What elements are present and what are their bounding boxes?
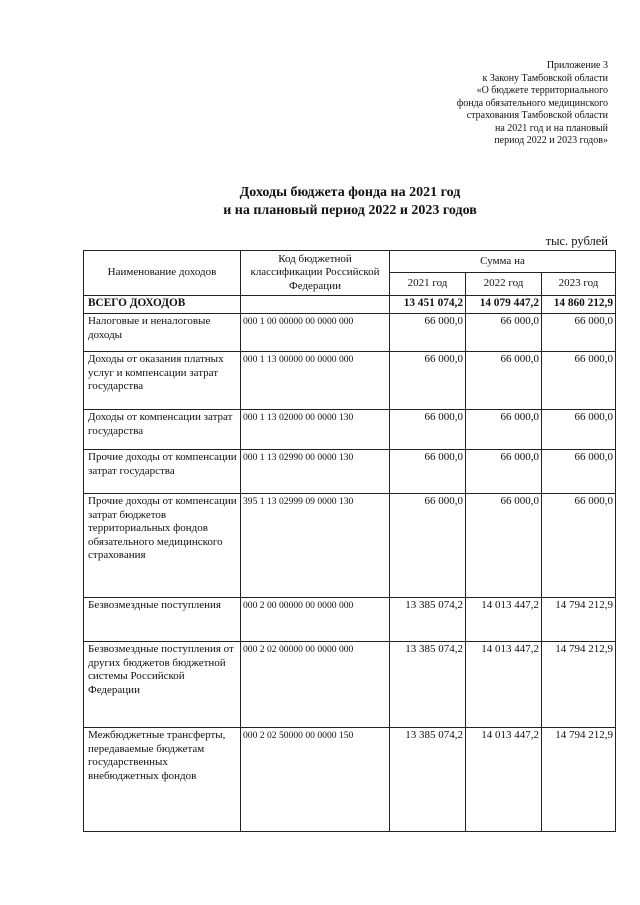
header-code: Код бюджетной классификации Российской Федерации	[241, 251, 390, 296]
row-value-2022: 66 000,0	[466, 314, 542, 352]
row-value-2023: 14 794 212,9	[542, 598, 616, 642]
table-row	[84, 598, 616, 642]
annex-line: на 2021 год и на плановый	[494, 122, 608, 134]
row-value-2021: 13 385 074,2	[390, 598, 466, 642]
row-code: 000 2 02 50000 00 0000 150	[241, 728, 390, 832]
row-value-2023: 66 000,0	[542, 314, 616, 352]
row-value-2022: 66 000,0	[466, 410, 542, 450]
table-row	[84, 314, 616, 352]
table-row	[84, 728, 616, 832]
header-year-2023: 2023 год	[542, 273, 616, 296]
annex-line: фонда обязательного медицинского	[456, 97, 608, 109]
row-value-2023: 66 000,0	[542, 352, 616, 410]
row-value-2022: 14 013 447,2	[466, 598, 542, 642]
total-row	[84, 296, 616, 314]
row-value-2021: 66 000,0	[390, 494, 466, 598]
row-value-2022: 66 000,0	[466, 450, 542, 494]
title-line-2: и на плановый период 2022 и 2023 годов	[223, 203, 477, 218]
row-value-2022: 14 013 447,2	[466, 642, 542, 728]
row-code: 000 1 13 02000 00 0000 130	[241, 410, 390, 450]
table-row	[84, 642, 616, 728]
row-code: 000 1 13 00000 00 0000 000	[241, 352, 390, 410]
total-code	[241, 296, 390, 314]
row-value-2021: 66 000,0	[390, 314, 466, 352]
row-value-2022: 14 013 447,2	[466, 728, 542, 832]
header-name: Наименование доходов	[84, 251, 241, 296]
row-value-2022: 66 000,0	[466, 494, 542, 598]
row-value-2021: 13 385 074,2	[390, 728, 466, 832]
income-table	[83, 250, 616, 832]
table-row	[84, 450, 616, 494]
row-value-2023: 66 000,0	[542, 450, 616, 494]
row-code: 000 2 02 00000 00 0000 000	[241, 642, 390, 728]
row-name: Прочие доходы от компенсации затрат бюджетов территориальных фондов обязательного медицинского страхования	[84, 494, 241, 598]
row-name: Доходы от компенсации затрат государства	[84, 410, 241, 450]
annex-note	[408, 60, 608, 148]
row-value-2021: 66 000,0	[390, 450, 466, 494]
header-sum: Сумма на	[390, 251, 616, 273]
annex-line: Приложение 3	[546, 60, 608, 71]
table-row	[84, 494, 616, 598]
annex-line: страхования Тамбовской области	[466, 110, 608, 121]
total-2023: 14 860 212,9	[542, 296, 616, 314]
total-name: ВСЕГО ДОХОДОВ	[84, 296, 241, 314]
row-value-2022: 66 000,0	[466, 352, 542, 410]
table-body	[84, 296, 616, 832]
title-line-1: Доходы бюджета фонда на 2021 год	[239, 185, 461, 200]
row-value-2021: 66 000,0	[390, 410, 466, 450]
total-2022: 14 079 447,2	[466, 296, 542, 314]
header-year-2022: 2022 год	[466, 273, 542, 296]
row-name: Доходы от оказания платных услуг и компенсации затрат государства	[84, 352, 241, 410]
row-code: 395 1 13 02999 09 0000 130	[241, 494, 390, 598]
row-name: Налоговые и неналоговые доходы	[84, 314, 241, 352]
row-value-2023: 66 000,0	[542, 494, 616, 598]
table-row	[84, 352, 616, 410]
document-title	[0, 184, 640, 220]
row-value-2021: 66 000,0	[390, 352, 466, 410]
row-value-2023: 14 794 212,9	[542, 642, 616, 728]
row-name: Межбюджетные трансферты, передаваемые бюджетам государственных внебюджетных фондов	[84, 728, 241, 832]
total-2021: 13 451 074,2	[390, 296, 466, 314]
row-value-2023: 14 794 212,9	[542, 728, 616, 832]
row-code: 000 2 00 00000 00 0000 000	[241, 598, 390, 642]
row-name: Прочие доходы от компенсации затрат государства	[84, 450, 241, 494]
row-name: Безвозмездные поступления	[84, 598, 241, 642]
units-label: тыс. рублей	[545, 234, 608, 248]
annex-line: период 2022 и 2023 годов»	[494, 135, 608, 146]
row-code: 000 1 13 02990 00 0000 130	[241, 450, 390, 494]
table-row	[84, 410, 616, 450]
row-value-2023: 66 000,0	[542, 410, 616, 450]
row-code: 000 1 00 00000 00 0000 000	[241, 314, 390, 352]
annex-line: «О бюджете территориального	[476, 85, 608, 96]
row-name: Безвозмездные поступления от других бюджетов бюджетной системы Российской Федерации	[84, 642, 241, 728]
header-year-2021: 2021 год	[390, 273, 466, 296]
annex-line: к Закону Тамбовской области	[482, 72, 608, 84]
row-value-2021: 13 385 074,2	[390, 642, 466, 728]
